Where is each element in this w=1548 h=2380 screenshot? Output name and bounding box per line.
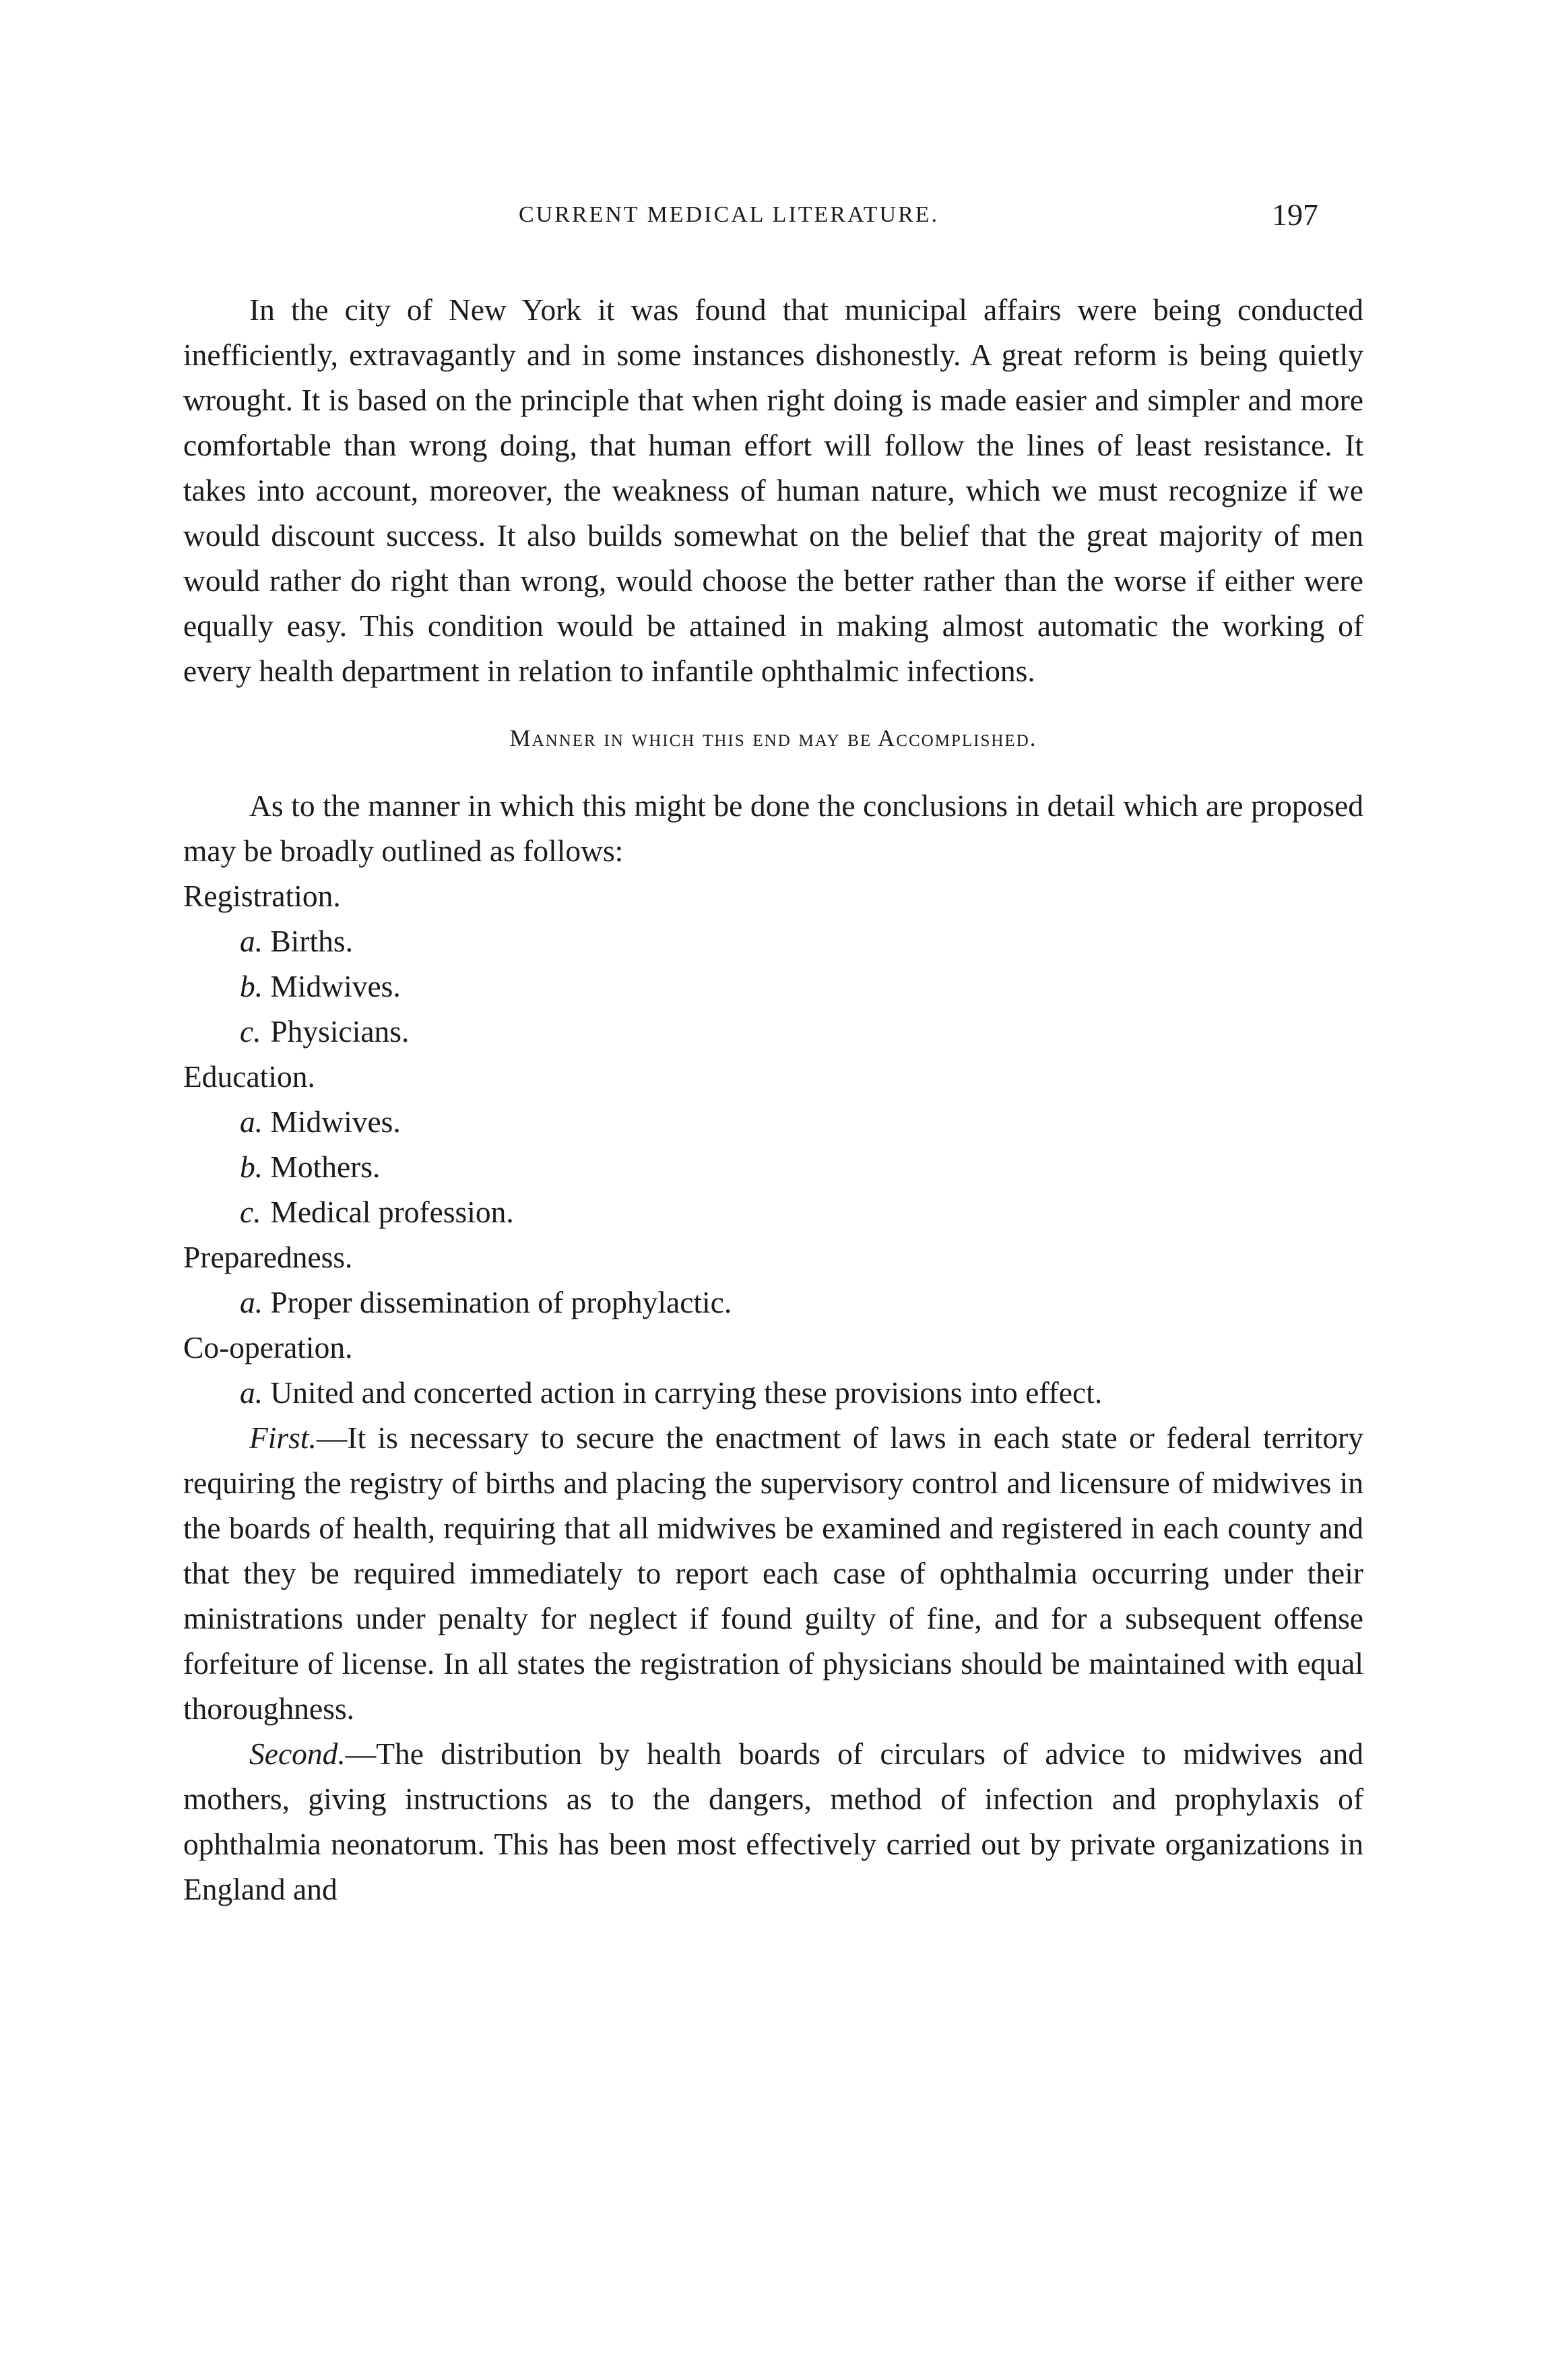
first-text: —It is necessary to secure the enactment of laws in each state or federal territory requiring the registry of births and placing the supervisory control and licensure of midwives in the boards of health, requiring that all midwives be examined and registered in each county and that they be required immediately to report each case of ophthalmia occurring under their ministrations under penalty for neglect if found guilty of fine, and for a subsequent offense forfeiture of license. In all states the registration of physicians should be maintained with equal thoroughness. bbox=[183, 1420, 1363, 1726]
outline-item bbox=[183, 1009, 1363, 1054]
outline-item bbox=[183, 964, 1363, 1009]
outline-item-letter: a. bbox=[240, 1375, 263, 1410]
outline-item-text: Proper dissemination of prophylactic. bbox=[270, 1285, 732, 1319]
outline-item bbox=[183, 1280, 1363, 1325]
outline-item-letter: b. bbox=[240, 969, 263, 1003]
outline-intro-paragraph: As to the manner in which this might be done the conclusions in detail which are proposed may be broadly outlined as follows: bbox=[183, 788, 1363, 868]
page-body bbox=[183, 287, 1363, 1912]
outline-item-letter: c. bbox=[240, 1195, 261, 1229]
outline-item-text: United and concerted action in carrying these provisions into effect. bbox=[270, 1375, 1103, 1410]
outline-heading-cooperation: Co-operation. bbox=[183, 1330, 353, 1365]
page-number: 197 bbox=[1272, 197, 1318, 232]
second-text: —The distribution by health boards of circulars of advice to midwives and mothers, giving instructions as to the dangers, method of infection and prophylaxis of ophthalmia neonatorum. This has been most effectively carried out by private organizations in England and bbox=[183, 1736, 1363, 1906]
second-lead: Second. bbox=[249, 1736, 346, 1771]
outline-item bbox=[183, 1370, 1363, 1415]
outline-heading-preparedness: Preparedness. bbox=[183, 1240, 353, 1274]
outline-item bbox=[183, 1099, 1363, 1144]
outline-heading-education: Education. bbox=[183, 1059, 315, 1094]
outline-item bbox=[183, 1189, 1363, 1234]
outline-item-text: Mothers. bbox=[270, 1150, 381, 1184]
outline-item bbox=[183, 918, 1363, 964]
outline-list bbox=[183, 873, 1363, 1415]
outline-item bbox=[183, 1144, 1363, 1189]
outline-item-text: Physicians. bbox=[270, 1014, 410, 1048]
outline-item-letter: a. bbox=[240, 1285, 263, 1319]
outline-item-text: Midwives. bbox=[270, 969, 401, 1003]
intro-paragraph: In the city of New York it was found that municipal affairs were being conducted inefficiently, extravagantly and in some instances dishonestly. A great reform is being quietly wrought. It is based on the principle that when right doing is made easier and simpler and more comfortable than wrong doing, that human effort will follow the lines of least resistance. It takes into account, moreover, the weakness of human nature, which we must recognize if we would discount success. It also builds somewhat on the belief that the great majority of men would rather do right than wrong, would choose the better rather than the worse if either were equally easy. This condition would be attained in making almost automatic the working of every health department in relation to infantile ophthalmic infections. bbox=[183, 292, 1363, 688]
running-title: CURRENT MEDICAL LITERATURE. bbox=[519, 202, 940, 227]
section-heading: Manner in which this end may be Accomplished. bbox=[509, 725, 1037, 751]
second-paragraph bbox=[183, 1731, 1363, 1912]
outline-item-text: Births. bbox=[270, 924, 353, 958]
outline-heading-registration: Registration. bbox=[183, 879, 341, 913]
first-lead: First. bbox=[249, 1420, 317, 1455]
outline-item-letter: a. bbox=[240, 924, 263, 958]
outline-item-letter: c. bbox=[240, 1014, 261, 1048]
outline-item-letter: a. bbox=[240, 1104, 263, 1139]
outline-item-text: Medical profession. bbox=[270, 1195, 514, 1229]
outline-item-text: Midwives. bbox=[270, 1104, 401, 1139]
first-paragraph bbox=[183, 1415, 1363, 1731]
outline-item-letter: b. bbox=[240, 1150, 263, 1184]
